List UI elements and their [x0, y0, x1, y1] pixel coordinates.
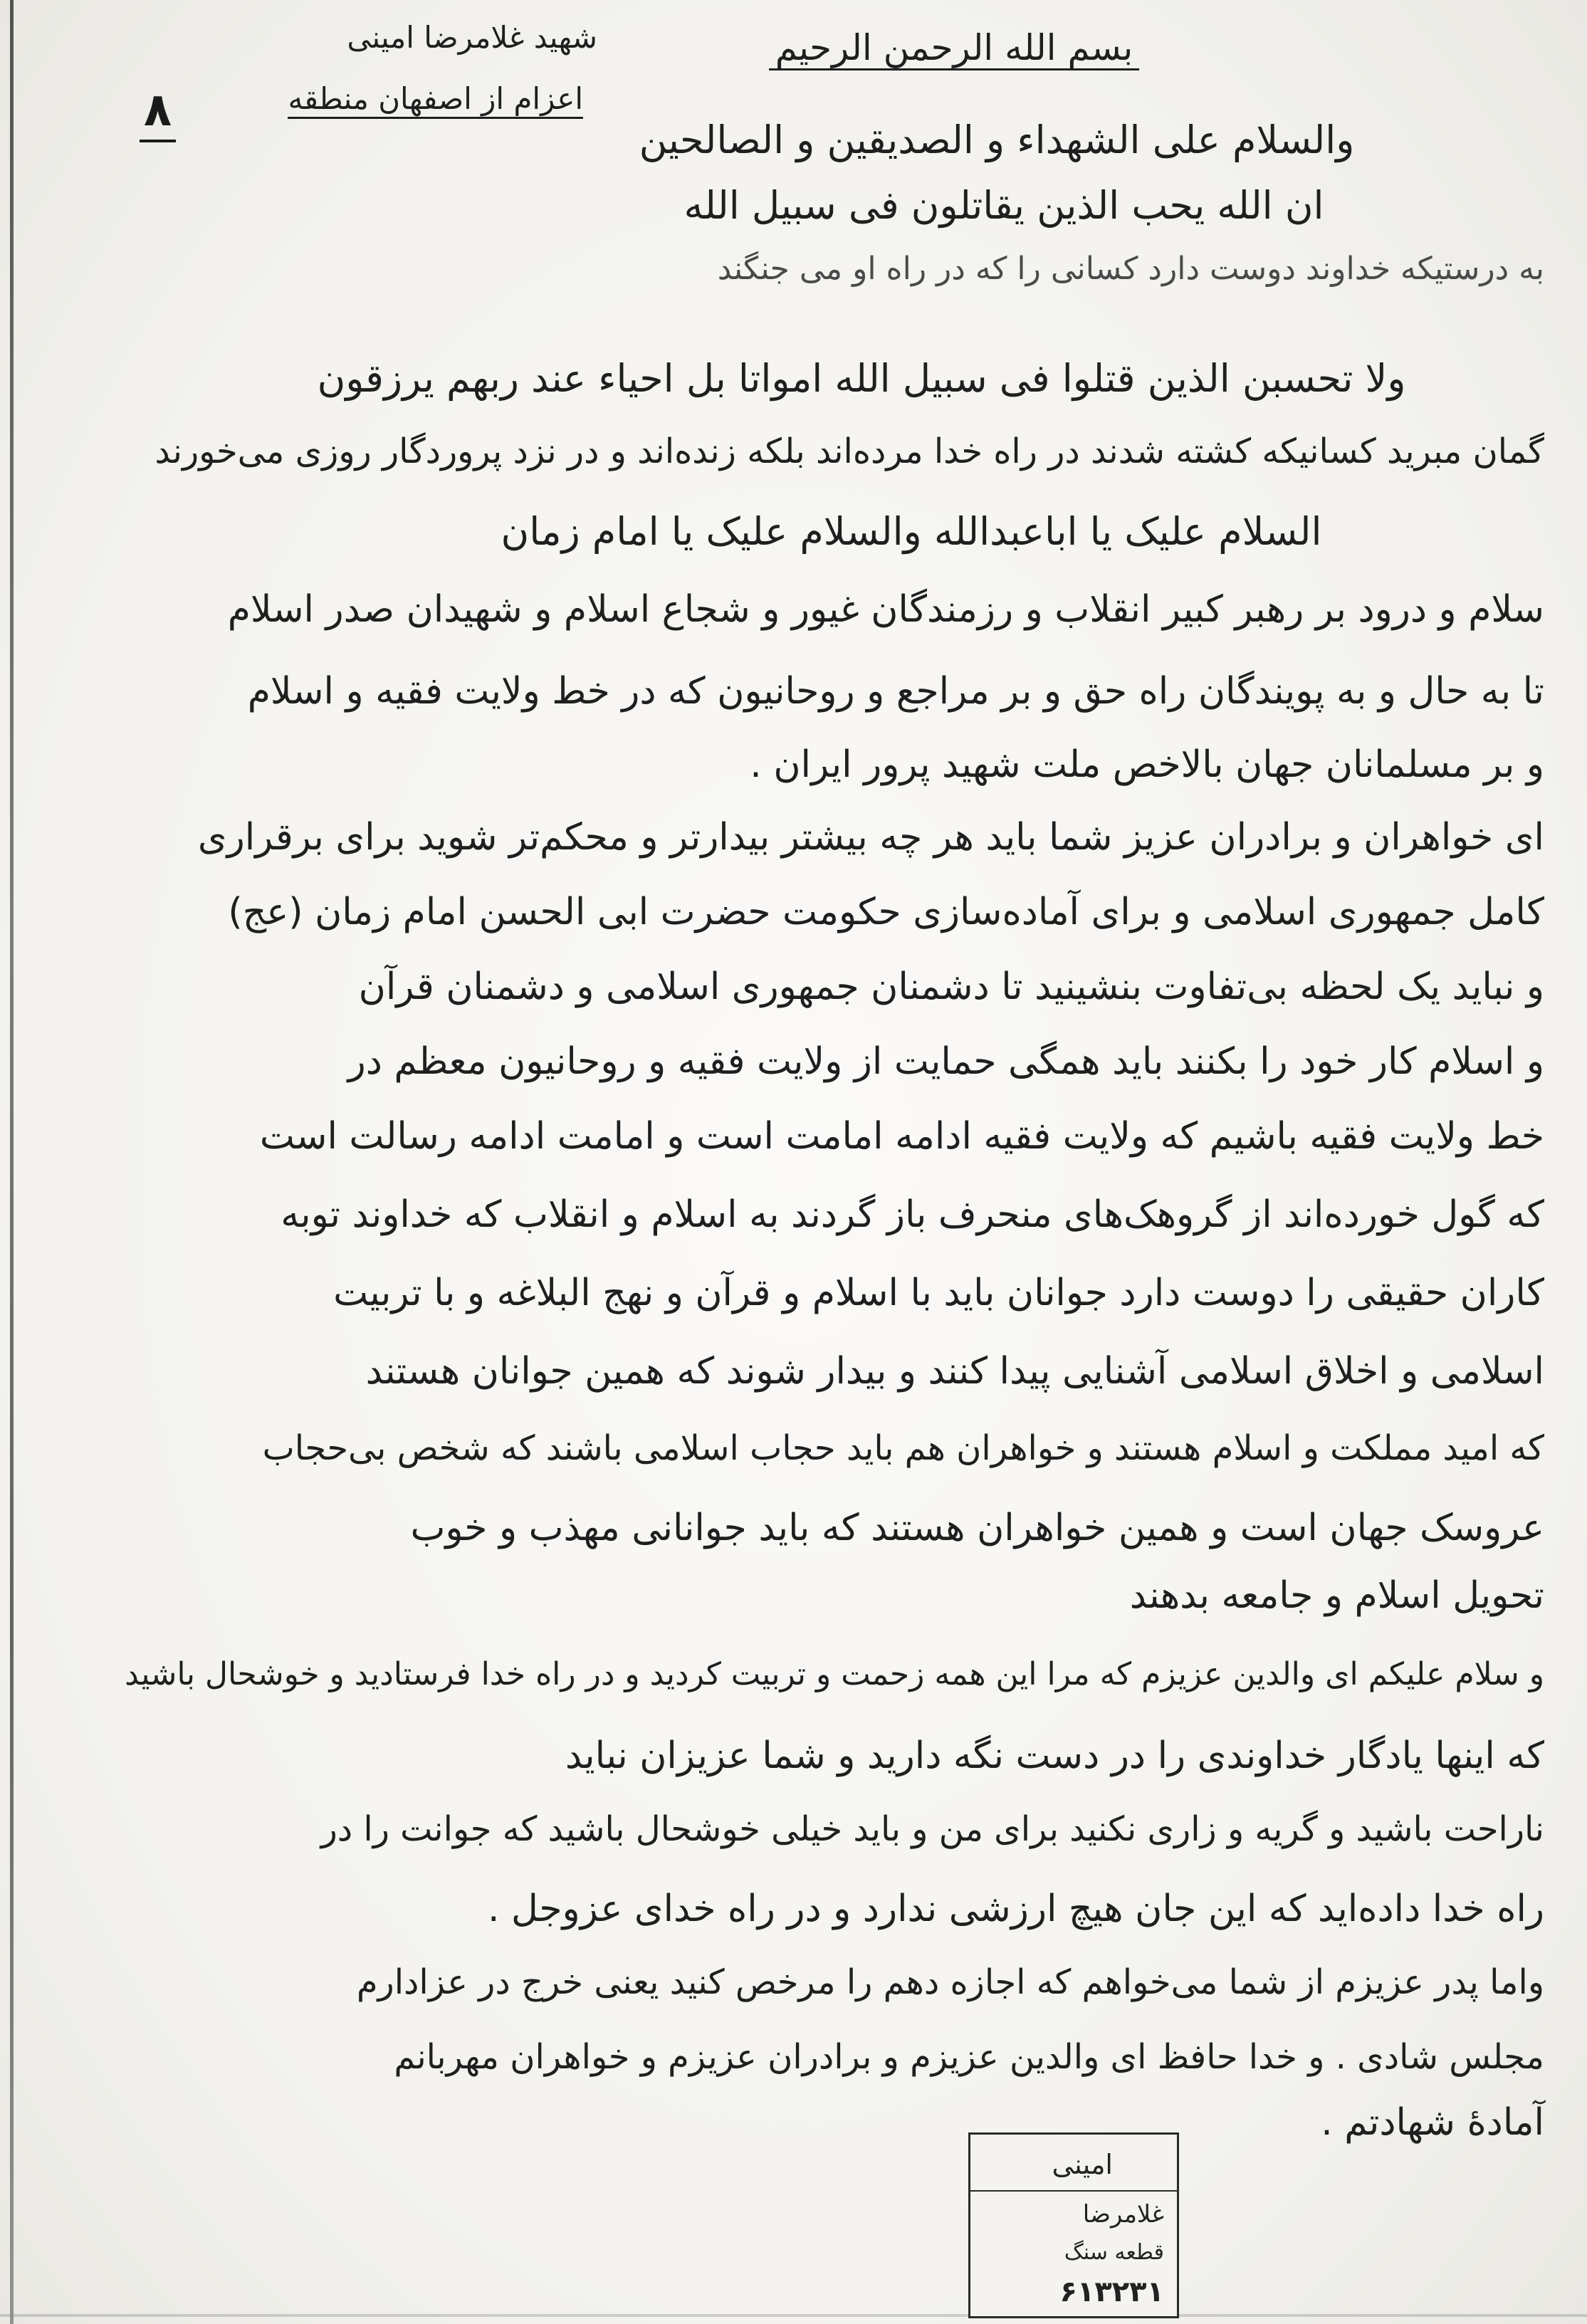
body-line-20: مجلس شادی . و خدا حافظ ای والدین عزیزم و برادران عزیزم و خواهران مهربانم [394, 2037, 1544, 2077]
archive-stamp [968, 2132, 1179, 2318]
body-line-16: که اینها یادگار خداوندی را در دست نگه دارید و شما عزیزان نباید [565, 1734, 1544, 1777]
body-line-19: واما پدر عزیزم از شما می‌خواهم که اجازه دهم را مرخص کنید یعنی خرج در عزادارم [356, 1962, 1544, 2002]
stamp-given-name: غلامرضا [1082, 2200, 1164, 2229]
verse-1-translation: به درستیکه خداوند دوست دارد کسانی را که در راه او می جنگند [717, 251, 1544, 287]
body-line-13: عروسک جهان است و همین خواهران هستند که باید جوانانی مهذب و خوب [410, 1507, 1544, 1549]
body-line-5: کامل جمهوری اسلامی و برای آماده‌سازی حکومت حضرت ابی الحسن امام زمان (عج) [228, 891, 1544, 933]
body-line-21: آمادهٔ شهادتم . [1321, 2101, 1544, 2144]
salutation-line: السلام علیک یا اباعبدالله والسلام علیک یا امام زمان [501, 509, 1322, 554]
scan-edge [10, 0, 14, 2324]
quran-verse-2: ولا تحسبن الذین قتلوا فی سبیل الله امواتا بل احیاء عند ربهم یرزقون [317, 356, 1406, 401]
opening-salutation: والسلام علی الشهداء و الصدیقین و الصالحین [639, 117, 1355, 162]
stamp-file-label: قطعه سنگ [1064, 2240, 1164, 2265]
body-line-10: کاران حقیقی را دوست دارد جوانان باید با اسلام و قرآن و نهج البلاغه و با تربیت [333, 1272, 1544, 1314]
body-line-17: ناراحت باشید و گریه و زاری نکنید برای من و باید خیلی خوشحال باشید که جوانت را در [320, 1809, 1544, 1849]
body-line-12: که امید مملکت و اسلام هستند و خواهران هم باید حجاب اسلامی باشند که شخص بی‌حجاب [262, 1428, 1544, 1468]
body-line-4: ای خواهران و برادران عزیز شما باید هر چه بیشتر بیدارتر و محکم‌تر شوید برای برقراری [197, 816, 1544, 859]
body-line-11: اسلامی و اخلاق اسلامی آشنایی پیدا کنند و بیدار شوند که همین جوانان هستند [365, 1350, 1544, 1393]
body-line-9: که گول خورده‌اند از گروهک‌های منحرف باز گردند به اسلام و انقلاب که خداوند توبه [281, 1193, 1544, 1236]
body-line-7: و اسلام کار خود را بکنند باید همگی حمایت از ولایت فقیه و روحانیون معظم در [347, 1040, 1544, 1083]
body-line-15: و سلام علیکم ای والدین عزیزم که مرا این همه زحمت و تربیت کردید و در راه خدا فرستادید و خوشحال باشید [125, 1656, 1544, 1692]
body-line-18: راه خدا داده‌اید که این جان هیچ ارزشی ندارد و در راه خدای عزوجل . [487, 1888, 1544, 1930]
body-line-6: و نباید یک لحظه بی‌تفاوت بنشینید تا دشمنان جمهوری اسلامی و دشمنان قرآن [358, 965, 1544, 1008]
quran-verse-1: ان الله یحب الذین یقاتلون فی سبیل الله [683, 183, 1324, 228]
stamp-surname: امینی [1052, 2149, 1113, 2180]
verse-2-translation: گمان مبرید کسانیکه کشته شدند در راه خدا مرده‌اند بلکه زنده‌اند و در نزد پروردگار روزی می‌خورند [154, 431, 1544, 471]
body-line-8: خط ولایت فقیه باشیم که ولایت فقیه ادامه امامت است و امامت ادامه رسالت است [259, 1115, 1544, 1158]
basmala: بسم الله الرحمن الرحیم [769, 30, 1139, 70]
scan-bottom-edge [0, 2314, 1587, 2317]
body-line-14: تحویل اسلام و جامعه بدهند [1129, 1574, 1544, 1617]
body-line-1: سلام و درود بر رهبر کبیر انقلاب و رزمندگان غیور و شجاع اسلام و شهیدان صدر اسلام [227, 588, 1544, 631]
dispatch-note: اعزام از اصفهان منطقه [288, 84, 583, 119]
body-line-2: تا به حال و به پویندگان راه حق و بر مراجع و روحانیون که در خط ولایت فقیه و اسلام [247, 670, 1544, 713]
body-line-3: و بر مسلمانان جهان بالاخص ملت شهید پرور ایران . [750, 743, 1544, 786]
martyr-name: شهید غلامرضا امینی [347, 20, 597, 55]
region-number: ۸ [140, 84, 176, 142]
stamp-code: ۶۱۳۲۳۱ [1059, 2276, 1164, 2308]
